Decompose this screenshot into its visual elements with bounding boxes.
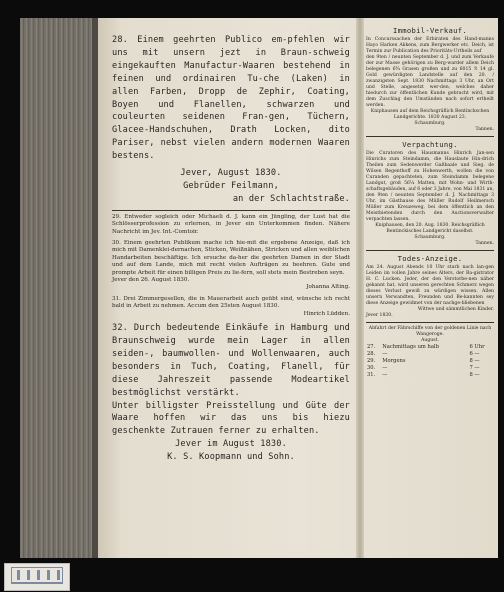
schedule-hour: 7 — bbox=[469, 365, 480, 371]
immobil-text-2: den 9ten / neunten September d. J. und zum Verkaufe der zur Masse gehörigen zu Berg-warder allem Deich belegenen 6¾ Grasen großen und zu 6015 ℛ 14 gl. Gold gewürdigten Landstelle auf den 20. / zwanzigsten Sept. 1830 Nachmittags 3 Uhr, an Ort und Stelle, angesetzt wer-den, welches daher hiedurch zur öffentlichen Kunde gebracht wird, mit dem Zuschlag den Umständen nach sofort ertheilt werden. bbox=[366, 55, 494, 108]
ad-28-place: Jever, August 1830. bbox=[180, 168, 282, 179]
verpachtung-text: Die Curatoren des Hausmanns Hinrich Jan-sen Hinrichs zum Steindamm, die Hauslaute Hin-drich Theilen zum Sedenwerder Gaßbaale und Sieg. de Wilsen Regenthoff zu Hohenwerth, wollen die von Curanden gepachteten, zum Steindamm belegene Landgut, groß 56¼ Matten, mit Wohn- und Wirth-schaftsgebäuden, auf 6 oder 3 Jahre, von Mai 1831 an, bbox=[366, 151, 494, 192]
footer-bar bbox=[0, 558, 504, 592]
todes-place: Jever 1830. bbox=[366, 313, 393, 318]
ad-29-text: 29. Entweder sogleich oder Michaeli d. J. kann ein Jüngling, der Lust hat die Schlösserprofession zu erlernen, in Jever ein Unterkommen finden. Nähere Nachricht im Jev. Int.-Comtoir. bbox=[112, 213, 350, 235]
schedule-row bbox=[366, 351, 494, 358]
logo-column bbox=[57, 570, 60, 580]
divider bbox=[366, 136, 494, 137]
logo-column bbox=[27, 570, 30, 580]
schedule-time: — bbox=[382, 372, 388, 378]
schedule-row bbox=[366, 365, 494, 372]
schedule-hour: 8 — bbox=[469, 372, 480, 378]
library-logo bbox=[4, 563, 70, 591]
logo-base bbox=[11, 582, 63, 584]
divider bbox=[366, 322, 494, 323]
left-column bbox=[112, 34, 350, 464]
ad-30-date: Jever den 26. August 1830. bbox=[112, 277, 190, 284]
logo-column bbox=[37, 570, 40, 580]
ad-32-place: Jever im August 1830. bbox=[175, 439, 287, 450]
book-page-edges bbox=[20, 18, 98, 558]
heading-todes-anzeige: Todes-Anzeige. bbox=[397, 254, 463, 263]
ad-28-text: 28. Einem geehrten Publico em-pfehlen wir uns mit unsern jezt in Braun-schweig eingekauften Manufactur-Waaren bestehend in feinen und ordinairen Tu-che (Laken) in allen Farben, Dropp de Zephir, Coating, Boyen und Flanellen, schwarzen und couleurten seidenen Fran-gen, Tüchern, Glacee-Handschuhen, Drath Locken, dito Pariser, nebst vielen andern modernen Waaren bestens. bbox=[112, 35, 350, 162]
ad-31-text: 31. Drei Zimmergesellen, die in Mauerarbeit auch geübt sind, wünsche ich recht bald in Arbeit zu nehmen. Accum den 25sten August 1830. bbox=[112, 295, 350, 310]
verpachtung-place: Kniphausen, den 20. Aug. 1830. Reichsgräflich Bentinckisches Landgericht daselbst. bbox=[375, 223, 485, 234]
immobil-place: Kniphausen auf dem Reichsgräflich Bentinckschen Landgerichte. 1830 August 23. bbox=[370, 109, 490, 120]
column-divider bbox=[356, 18, 364, 558]
schedule-row bbox=[366, 358, 494, 365]
right-column bbox=[366, 24, 494, 379]
logo-column bbox=[47, 570, 50, 580]
ferry-schedule-table bbox=[366, 344, 494, 379]
schedule-month: August. bbox=[421, 338, 439, 343]
schedule-time: — bbox=[382, 351, 388, 357]
immobil-signature: Schaumburg. bbox=[414, 121, 446, 126]
ad-30-signature: Johanna Alting. bbox=[306, 284, 350, 291]
schedule-row bbox=[366, 344, 494, 351]
newspaper-page bbox=[98, 18, 498, 558]
schedule-day: 31. bbox=[367, 372, 376, 378]
ad-32-signature: K. S. Koopmann und Sohn. bbox=[167, 452, 295, 463]
ad-31-signature: Hinrich Lüdden. bbox=[303, 310, 350, 317]
todes-text: Am 24. August Abends 10 Uhr starb nach lan-gen Leiden im vollen Jahre seines Alters, der Ba-gistrator H. C. Lucken. Jeder, der den Verstorbe-nen näher gekannt hat, wird unseren gerechten Schmerz wegen dieses Verlust gewiß zu würdigen wissen. Allen unsern Verwandten, Freunden und Be-kannten sey diese Anzeige gewidmet von der nachge-bliebenen bbox=[366, 265, 494, 306]
schedule-day: 29. bbox=[367, 358, 376, 364]
heading-verpachtung: Verpachtung. bbox=[402, 140, 458, 149]
schedule-hour: 6 Uhr bbox=[469, 344, 485, 350]
ad-32-text-2: Unter billigster Preisstellung und Güte der Waare hoffen wir das uns bis hiezu geschenkte Zutrauen ferner zu erhalten. bbox=[112, 400, 350, 437]
divider bbox=[112, 210, 350, 211]
heading-faehrschiffe: Abfahrt der Fährschiffe von der goldenen Linie nach Wangeroge. bbox=[368, 326, 492, 337]
immobil-text: In Concurssachen der Erbiraten des Hand-manns Hayo Harken Akkens, zum Bergwerker etc. Deich, ist Termin zur Publication des Prioritäts-Urtheils auf bbox=[366, 37, 494, 54]
schedule-row bbox=[366, 372, 494, 379]
schedule-day: 27. bbox=[367, 344, 376, 350]
schedule-hour: 6 — bbox=[469, 351, 480, 357]
schedule-time: — bbox=[382, 365, 388, 371]
schedule-day: 28. bbox=[367, 351, 376, 357]
ad-28-signature: Gebrüder Feilmann, bbox=[183, 180, 279, 191]
ad-32-text: 32. Durch bedeutende Einkäufe in Hamburg und Braunschweig wurde mein Lager in allen seiden-, baumwollen- und Wollenwaaren, auch besonders in Tuch, Coating, Flanell, für diese Jahreszeit passende Modeartikel bestmöglichst verstärkt. bbox=[112, 323, 350, 398]
divider bbox=[366, 250, 494, 251]
ad-30-text: 30. Einem geehrten Publikum mache ich hie-mit die ergebene Anzeige, daß ich mich mit Damenklei-dernachen, Sticken, Weißnähen, Stricken und allen weiblichen Handarbeiten beschäftige. Ich ersuche da-her die geehrten Damen in der Stadt und auf dem Lande, mich mit recht vielen Aufträgen zu beehren. Gute und prompte Arbeit für einen billigen Preis zu lie-fern, soll stets mein Bestreben seyn. bbox=[112, 240, 350, 276]
verpachtung-signature: Schaumburg. bbox=[414, 235, 446, 240]
schedule-day: 30. bbox=[367, 365, 376, 371]
ad-28-address: an der Schlachtstraße. bbox=[232, 193, 350, 204]
immobil-signature-2: Tannen. bbox=[475, 127, 494, 132]
schedule-time: Nachmittags um halb bbox=[382, 344, 439, 350]
verpachtung-signature-2: Tannen. bbox=[475, 241, 494, 246]
logo-column bbox=[17, 570, 20, 580]
schedule-hour: 8 — bbox=[469, 358, 480, 364]
heading-immobil-verkauf: Immobil-Verkauf. bbox=[392, 26, 468, 35]
verpachtung-text-2: den 9ten / neunten September d. J. Nachmittags 3 Uhr, im Gästhause des Müller Rudolf Heilmersch Müller zum Kreuzeweg, bei dem öffentlich an den Meistbietenden durch den Auctionsverwalter verpachten lassen. bbox=[366, 193, 494, 222]
todes-signature: Wittwe und sämmtlichen Kinder. bbox=[417, 307, 494, 312]
schedule-time: Morgens bbox=[382, 358, 406, 364]
